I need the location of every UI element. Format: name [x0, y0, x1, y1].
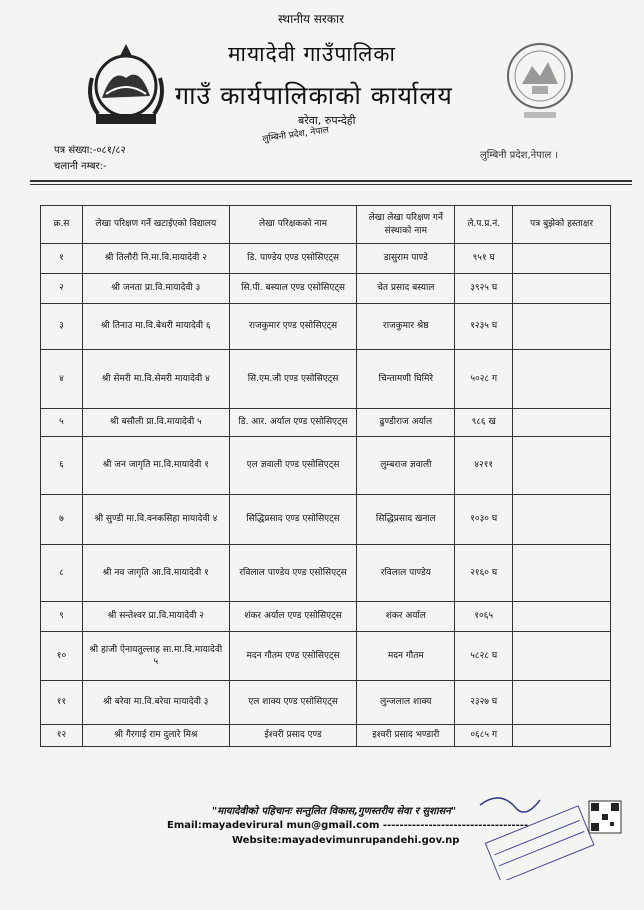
row-signature: [513, 274, 611, 304]
table-row: [41, 545, 611, 602]
col-header-reg-no: ले.प.प्र.नं.: [455, 206, 513, 244]
col-header-school: लेखा परिक्षण गर्ने खटाईएको विद्यालय: [82, 206, 229, 244]
row-auditor: डि. आर. अर्याल एण्ड एसोसिएट्स: [229, 409, 357, 437]
row-auditor: एल शाक्य एण्ड एसोसिएट्स: [229, 681, 357, 725]
row-school: श्री गैरगाई राम दुलारे मिश्र: [82, 725, 229, 747]
table-row: [41, 304, 611, 350]
row-school: श्री जन जागृति मा.वि.मायादेवी १: [82, 437, 229, 495]
row-sn: ११: [41, 681, 83, 725]
row-reg-no: २३२७ घ: [455, 681, 513, 725]
footer-website: Website:mayadevimunrupandehi.gov.np: [232, 835, 460, 846]
province-label: लुम्बिनी प्रदेश,नेपाल ।: [480, 150, 559, 161]
row-reg-no: १०६५: [455, 602, 513, 632]
table-row: [41, 495, 611, 545]
row-reg-no: ५८२८ घ: [455, 632, 513, 681]
row-firm: इश्वरी प्रसाद भण्डारी: [357, 725, 455, 747]
row-auditor: ईश्वरी प्रसाद एण्ड: [229, 725, 357, 747]
row-signature: [513, 409, 611, 437]
col-header-auditor: लेखा परिक्षकको नाम: [229, 206, 357, 244]
municipality-logo-icon: [502, 36, 578, 122]
row-sn: १०: [41, 632, 83, 681]
table-row: [41, 725, 611, 747]
row-auditor: मदन गौतम एण्ड एसोसिएट्स: [229, 632, 357, 681]
table-row: [41, 350, 611, 409]
table-row: [41, 274, 611, 304]
row-school: श्री सन्तेश्वर प्रा.वि.मायादेवी २: [82, 602, 229, 632]
row-signature: [513, 632, 611, 681]
row-signature: [513, 495, 611, 545]
row-sn: ७: [41, 495, 83, 545]
row-auditor: शंकर अर्याल एण्ड एसोसिएट्स: [229, 602, 357, 632]
row-signature: [513, 350, 611, 409]
row-reg-no: ४२११: [455, 437, 513, 495]
row-reg-no: ५०२८ ग: [455, 350, 513, 409]
row-signature: [513, 304, 611, 350]
row-reg-no: २१६० घ: [455, 545, 513, 602]
row-school: श्री बरेवा मा.वि.बरेवा मायादेवी ३: [82, 681, 229, 725]
col-header-firm: लेखा लेखा परिक्षण गर्ने संस्थाको नाम: [357, 206, 455, 244]
footer-motto: "मायादेवीको पहिचानः सन्तुलित विकास,गुणस्तरीय सेवा र सुशासन": [212, 806, 457, 817]
municipality-name: मायादेवी गाउँपालिका: [228, 42, 396, 66]
table-row: [41, 602, 611, 632]
row-school: श्री सुण्डी मा.वि.वनकसिहा मायादेवी ४: [82, 495, 229, 545]
row-reg-no: ९८६ ख: [455, 409, 513, 437]
table-row: [41, 244, 611, 274]
office-address: बरेवा, रुपन्देही: [298, 114, 356, 127]
row-auditor: रविलाल पाण्डेय एण्ड एसोसिएट्स: [229, 545, 357, 602]
dispatch-number: चलानी नम्बर:-: [54, 161, 107, 172]
row-auditor: सि.एम.जी एण्ड एसोसिएट्स: [229, 350, 357, 409]
row-firm: राजकुमार श्रेष्ठ: [357, 304, 455, 350]
footer-email: Email:mayadevirural mun@gmail.com -----------------------------------: [167, 820, 529, 831]
row-firm: सिद्धिप्रसाद खनाल: [357, 495, 455, 545]
row-sn: १: [41, 244, 83, 274]
row-signature: [513, 602, 611, 632]
row-school: श्री जनता प्रा.वि.मायादेवी ३: [82, 274, 229, 304]
table-row: [41, 409, 611, 437]
row-sn: २: [41, 274, 83, 304]
row-auditor: राजकुमार एण्ड एसोसिएट्स: [229, 304, 357, 350]
row-sn: ३: [41, 304, 83, 350]
col-header-sn: क्र.स: [41, 206, 83, 244]
row-auditor: सि.पी. बस्याल एण्ड एसोसिएट्स: [229, 274, 357, 304]
row-firm: मदन गौतम: [357, 632, 455, 681]
row-auditor: डि. पाण्डेय एण्ड एसोसिएट्स: [229, 244, 357, 274]
row-firm: चिन्तामणी घिमिरे: [357, 350, 455, 409]
table-row: [41, 681, 611, 725]
row-sn: ८: [41, 545, 83, 602]
row-signature: [513, 244, 611, 274]
audit-assignment-table: [40, 205, 611, 747]
row-firm: शंकर अर्याल: [357, 602, 455, 632]
header-divider-thin: [30, 184, 632, 185]
row-school: श्री सेमरी मा.वि.सेमरी मायादेवी ४: [82, 350, 229, 409]
table-header-row: [41, 206, 611, 244]
row-signature: [513, 681, 611, 725]
row-sn: ५: [41, 409, 83, 437]
row-school: श्री तिनाउ मा.वि.बेथरी मायादेवी ६: [82, 304, 229, 350]
row-sn: ९: [41, 602, 83, 632]
header-divider: [30, 180, 632, 182]
row-firm: डासुराम पाण्डे: [357, 244, 455, 274]
nepal-emblem-icon: [82, 38, 170, 130]
seal-text: लुम्बिनी प्रदेश, नेपाल: [261, 125, 330, 145]
row-sn: ६: [41, 437, 83, 495]
col-header-signature: पत्र बुझेको हस्ताक्षर: [513, 206, 611, 244]
table-row: [41, 437, 611, 495]
row-reg-no: १०३० घ: [455, 495, 513, 545]
row-auditor: एल ज्ञवाली एण्ड एसोसिएट्स: [229, 437, 357, 495]
table-row: [41, 632, 611, 681]
row-school: श्री तिलौरी नि.मा.वि.मायादेवी २: [82, 244, 229, 274]
row-firm: रविलाल पाण्डेय: [357, 545, 455, 602]
row-firm: चेत प्रसाद बस्याल: [357, 274, 455, 304]
row-school: श्री नव जागृति आ.वि.मायादेवी १: [82, 545, 229, 602]
qr-code-icon: [588, 800, 622, 834]
row-school: श्री बसौली प्रा.वि.मायादेवी ५: [82, 409, 229, 437]
letter-number: पत्र संख्या:-०८१/८२: [54, 145, 126, 156]
row-firm: लुन्जलाल शाक्य: [357, 681, 455, 725]
row-signature: [513, 545, 611, 602]
row-auditor: सिद्धिप्रसाद एण्ड एसोसिएट्स: [229, 495, 357, 545]
row-reg-no: १२३५ घ: [455, 304, 513, 350]
row-reg-no: ३९२५ घ: [455, 274, 513, 304]
row-reg-no: ०६८५ ग: [455, 725, 513, 747]
row-reg-no: ९५१ घ: [455, 244, 513, 274]
row-signature: [513, 437, 611, 495]
office-name: गाउँ कार्यपालिकाको कार्यालय: [175, 81, 453, 110]
row-firm: ढुण्डीराज अर्याल: [357, 409, 455, 437]
row-school: श्री हाजी ऐनायतुल्लाह सा.मा.वि.मायादेवी ५: [82, 632, 229, 681]
row-sn: ४: [41, 350, 83, 409]
row-signature: [513, 725, 611, 747]
local-government-label: स्थानीय सरकार: [278, 12, 344, 26]
row-sn: १२: [41, 725, 83, 747]
row-firm: लुम्बराज ज्ञवाली: [357, 437, 455, 495]
